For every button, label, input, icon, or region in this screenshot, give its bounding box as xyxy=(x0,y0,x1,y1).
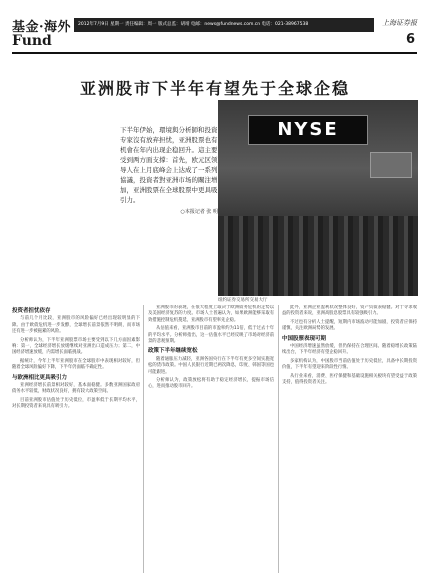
article-lead xyxy=(120,125,218,217)
paragraph: 亚洲经济增长前景相对较好，基本面稳健。多数亚洲国家政府债务水平较低，财政状况良好，拥有较大政策空间。 xyxy=(12,383,140,395)
photo-caption: 纽约证券交易所交易大厅 xyxy=(218,298,268,303)
newspaper-logo: 上海证券报 xyxy=(382,19,417,27)
subhead: 投资者担忧依存 xyxy=(12,308,51,314)
section-brand-en: Fund xyxy=(12,33,52,49)
paragraph: 随着通胀压力减轻，亚洲各国央行在下半年有更多空间实施宽松的货币政策。中国人民银行近期已两次降息，印度、韩国等国也可能跟进。 xyxy=(148,356,274,375)
subhead: 政策下半年继续宽松 xyxy=(148,348,198,355)
meta-bar: 2012年7月9日 星期一 责任编辑：周一 版式总监：胡靖 电邮：news@fundnews.com.cn 电话：021-38967538 xyxy=(74,18,374,32)
paragraph: 不过也有分析人士提醒，短期内市场波动可能加剧，投资者应保持谨慎，关注欧洲局势的发展。 xyxy=(282,319,417,332)
photo-crowd xyxy=(218,216,418,296)
article-headline: 亚洲股市下半年有望先于全球企稳 xyxy=(79,79,350,98)
column-2 xyxy=(148,305,274,573)
paragraph: 目前亚洲股市估值处于历史低位，市盈率低于长期平均水平，对长期投资者来说具有吸引力。 xyxy=(12,397,140,410)
paragraph: 与前几个月比较，亚洲股市的风险偏好已经出现较明显的下降。由于欧债危机进一步发酵，全球增长前景依然不明朗，而市场还有进一步被拖累的风险。 xyxy=(12,316,140,335)
paragraph: 分析师认为，下半年亚洲股票市场主要受到以下几方面因素影响：第一，全球经济增长放缓继续对亚洲出口造成压力；第二，中国经济增速放缓，内需增长面临挑战。 xyxy=(12,337,140,356)
paragraph: 亚洲股市的表现，在很大程度上取决于欧洲债务危机的走势以及美国经济复苏的力度。市场人士普遍认为，如果欧洲能够采取有效措施控制危机蔓延，亚洲股市有望率先企稳。 xyxy=(148,305,274,323)
section-brand: 基金·海外 xyxy=(12,20,72,35)
photo-screen xyxy=(370,152,412,178)
photo-banner: NYSE xyxy=(248,115,368,145)
column-divider xyxy=(278,305,279,573)
lead-text: 下半年伊始，環境與分析師和投資专家沒有放弃担忧，亚洲股票也有机會在年内出现企稳回升。這主要受到两方面支撑：首先，欧元区领导人在上月底峰会上达成了一系列協議，投資者對亚洲市场的關注增加，亚洲股票在全球股票中更具吸引力。 xyxy=(120,126,218,204)
article-photo xyxy=(218,100,418,296)
paragraph: 从行业来看，消费、医疗保健和基础设施相关板块有望受益于政策支持，值得投资者关注。 xyxy=(282,373,417,386)
byline: ○本报记者 张 明 xyxy=(180,209,218,215)
paragraph: 多家机构认为，中国股市当前估值处于历史低位，具备中长期投资价值，下半年有望迎来阶段性行情。 xyxy=(282,358,417,371)
paragraph: 分析师认为，政策放松将有助于稳定经济增长，提振市场信心，进而推动股市回升。 xyxy=(148,378,274,390)
page-header xyxy=(12,16,417,50)
paragraph: 从估值来看，亚洲股市目前的市盈率约为11倍，低于过去十年的平均水平。分析师指出，这一估值水平已经反映了市场对经济前景的悲观预期。 xyxy=(148,326,274,345)
subhead: 与欧洲相比更具吸引力 xyxy=(12,374,68,381)
paragraph: 据统计，今年上半年亚洲股市在全球股市中表现相对较好，但随着全球风险偏好下降，下半年仍面临不确定性。 xyxy=(12,358,140,371)
paragraph: 中国经济增速虽然放缓，但仍保持在合理区间。随着稳增长政策陆续出台，下半年经济有望企稳回升。 xyxy=(282,344,417,356)
column-1 xyxy=(12,305,140,573)
page-number: 6 xyxy=(405,32,415,47)
paragraph: 此外，亚洲企业盈利状况整体良好，资产负债表稳健。对于寻求收益的投资者来说，亚洲高股息股票具有较强吸引力。 xyxy=(282,305,417,317)
subhead: 中国股票表现可期 xyxy=(282,335,327,342)
column-3 xyxy=(282,305,417,573)
column-divider xyxy=(143,305,144,573)
header-rule xyxy=(12,52,417,54)
